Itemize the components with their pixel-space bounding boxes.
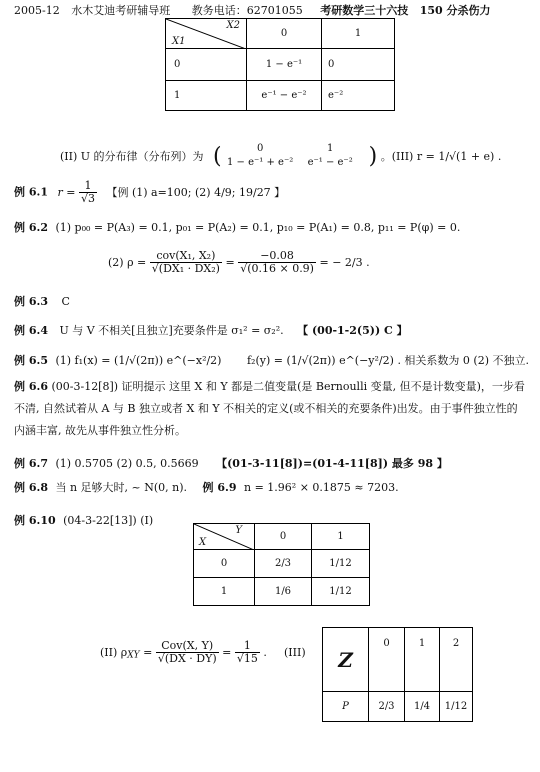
equals: = <box>225 256 235 269</box>
part2-tail: 。(III) r = 1/√(1 + e) . <box>380 150 502 163</box>
table-cell: 1/12 <box>312 578 370 606</box>
example-text: C <box>61 295 70 308</box>
example-ref: 【(01-3-11[8])=(01-4-11[8]) 最多 98 】 <box>216 457 448 470</box>
z-label: Z <box>323 628 369 692</box>
dist-top-1: 1 <box>326 143 334 154</box>
fraction-numerator: Cov(X, Y) <box>156 640 219 653</box>
example-ref: 【 (00-1-2(5)) C 】 <box>297 324 408 337</box>
example-6-7 <box>14 455 448 471</box>
example-label: 例 6.4 <box>14 324 48 337</box>
example-label: 例 6.5 <box>14 354 48 367</box>
fraction <box>79 180 97 205</box>
col-var-label: Y <box>235 525 242 536</box>
table-z-distribution <box>322 627 473 722</box>
rho-prefix: (II) ρ <box>100 646 128 659</box>
example-label-6-9: 例 6.9 <box>202 481 237 494</box>
col-var-label: X2 <box>226 20 240 31</box>
fraction-numerator: −0.08 <box>238 250 316 263</box>
period: . <box>263 646 267 659</box>
example-text: (00-3-12[8]) 证明提示 这里 X 和 Y 都是二值变量(是 Bernoulli 变量, 但不是计数变量)，一步看不清, 自然试着从 A 与 B 独立或者 X 和 Y 不相关的定义(或不相关的充要条件)出发。由于事件独立性的内涵丰富, 故先从事件独立性分析。 <box>14 380 525 437</box>
part2-distribution: (II) U 的分布律（分布列）为 ( 0 1 1 − e⁻¹ + e⁻² e⁻¹ − e⁻² ) 。(III) r = 1/√(1 + e) . <box>60 143 502 169</box>
example-label: 例 6.2 <box>14 221 48 234</box>
table-cell: 0 <box>322 49 395 81</box>
fraction-denominator: √(0.16 × 0.9) <box>240 262 314 275</box>
col-header: 1 <box>322 19 395 49</box>
dist-bottom-0: 1 − e⁻¹ + e⁻² <box>227 157 294 168</box>
dist-top-0: 0 <box>256 143 264 154</box>
table-corner-cell <box>194 524 255 550</box>
fraction <box>235 640 260 665</box>
table-cell: 1/12 <box>312 550 370 578</box>
table-cell: 1 − e⁻¹ <box>247 49 322 81</box>
z-prob: 2/3 <box>369 692 405 722</box>
fraction-numerator: 1 <box>235 640 260 653</box>
header-title: 考研数学三十六技 <box>320 4 409 17</box>
example-6-3 <box>14 293 70 309</box>
example-text: 【例 (1) a=100; (2) 4/9; 19/27 】 <box>106 185 286 199</box>
example-label: 例 6.3 <box>14 295 48 308</box>
example-text: (1) p₀₀ = P(A₃) = 0.1, p₀₁ = P(A₂) = 0.1, p₁₀ = P(A₁) = 0.8, p₁₁ = P(φ) = 0. <box>55 221 461 234</box>
rho-subscript: XY <box>127 650 140 661</box>
z-prob: 1/12 <box>440 692 473 722</box>
example-6-10 <box>14 512 153 528</box>
row-label: 1 <box>166 81 247 111</box>
density-f2: f₂(y) = (1/√(2π)) e^(−y²/2) <box>246 354 394 367</box>
table-joint-x-y <box>193 523 370 606</box>
fraction-numerator: cov(X₁, X₂) <box>150 250 222 263</box>
example-text: U 与 V 不相关[且独立]充要条件是 σ₁² = σ₂². <box>59 324 284 337</box>
row-var-label: X1 <box>172 36 186 47</box>
z-value: 2 <box>440 628 473 692</box>
example-text: . 相关系数为 0 (2) 不独立. <box>397 354 529 367</box>
fraction <box>156 640 219 665</box>
header <box>14 2 491 18</box>
row-var-label: X <box>199 537 207 548</box>
example-text-6-9: n = 1.96² × 0.1875 ≈ 7203. <box>244 481 399 494</box>
fraction-numerator: 1 <box>79 180 97 193</box>
part2b-rho <box>100 640 267 665</box>
fraction <box>238 250 316 275</box>
fraction <box>150 250 222 275</box>
example-label: 例 6.6 <box>14 380 48 393</box>
equals: = <box>222 646 232 659</box>
table-corner-cell <box>166 19 247 49</box>
table-cell: e⁻² <box>322 81 395 111</box>
header-school: 水木艾迪考研辅导班 <box>71 4 171 17</box>
example-label: 例 6.10 <box>14 514 56 527</box>
example-6-6 <box>14 376 526 442</box>
z-prob: 1/4 <box>405 692 440 722</box>
example-6-5 <box>14 352 529 368</box>
part2-text: (II) U 的分布律（分布列）为 <box>60 150 204 163</box>
table-cell: e⁻¹ − e⁻² <box>247 81 322 111</box>
col-header: 1 <box>312 524 370 550</box>
example-6-2-rho <box>108 250 370 275</box>
fraction-denominator: √15 <box>236 652 258 665</box>
header-phone: 教务电话：62701055 <box>191 4 303 17</box>
rho-result: = − 2/3 . <box>319 256 370 269</box>
z-value: 1 <box>405 628 440 692</box>
z-value: 0 <box>369 628 405 692</box>
example-6-4 <box>14 322 408 338</box>
equals: = <box>143 646 153 659</box>
example-text: (1) 0.5705 (2) 0.5, 0.5669 <box>55 457 199 470</box>
dist-bottom-1: e⁻¹ − e⁻² <box>307 157 353 168</box>
header-subtitle: 150 分杀伤力 <box>419 4 491 17</box>
density-f1: (1) f₁(x) = (1/√(2π)) e^(−x²/2) <box>55 354 222 367</box>
header-date: 2005-12 <box>14 4 60 17</box>
p-label: P <box>323 692 369 722</box>
example-label: 例 6.8 <box>14 481 48 494</box>
example-label: 例 6.1 <box>14 185 48 199</box>
col-header: 0 <box>255 524 312 550</box>
table-cell: 1/6 <box>255 578 312 606</box>
rho-prefix: (2) ρ = <box>108 256 147 269</box>
example-6-1 <box>14 180 285 205</box>
row-label: 1 <box>194 578 255 606</box>
example-text: (04-3-22[13]) (I) <box>63 514 154 527</box>
example-6-8 <box>14 479 399 495</box>
table-joint-x1-x2 <box>165 18 395 111</box>
example-6-2 <box>14 219 460 235</box>
row-label: 0 <box>194 550 255 578</box>
example-text: 当 n 足够大时, ~ N(0, n). <box>55 481 188 494</box>
fraction-denominator: √(DX · DY) <box>157 652 217 665</box>
row-label: 0 <box>166 49 247 81</box>
part3-label: (III) <box>284 646 306 659</box>
fraction-denominator: √3 <box>80 192 95 205</box>
example-label: 例 6.7 <box>14 457 48 470</box>
fraction-denominator: √(DX₁ · DX₂) <box>151 262 220 275</box>
col-header: 0 <box>247 19 322 49</box>
table-cell: 2/3 <box>255 550 312 578</box>
r-symbol: r = <box>57 185 79 199</box>
